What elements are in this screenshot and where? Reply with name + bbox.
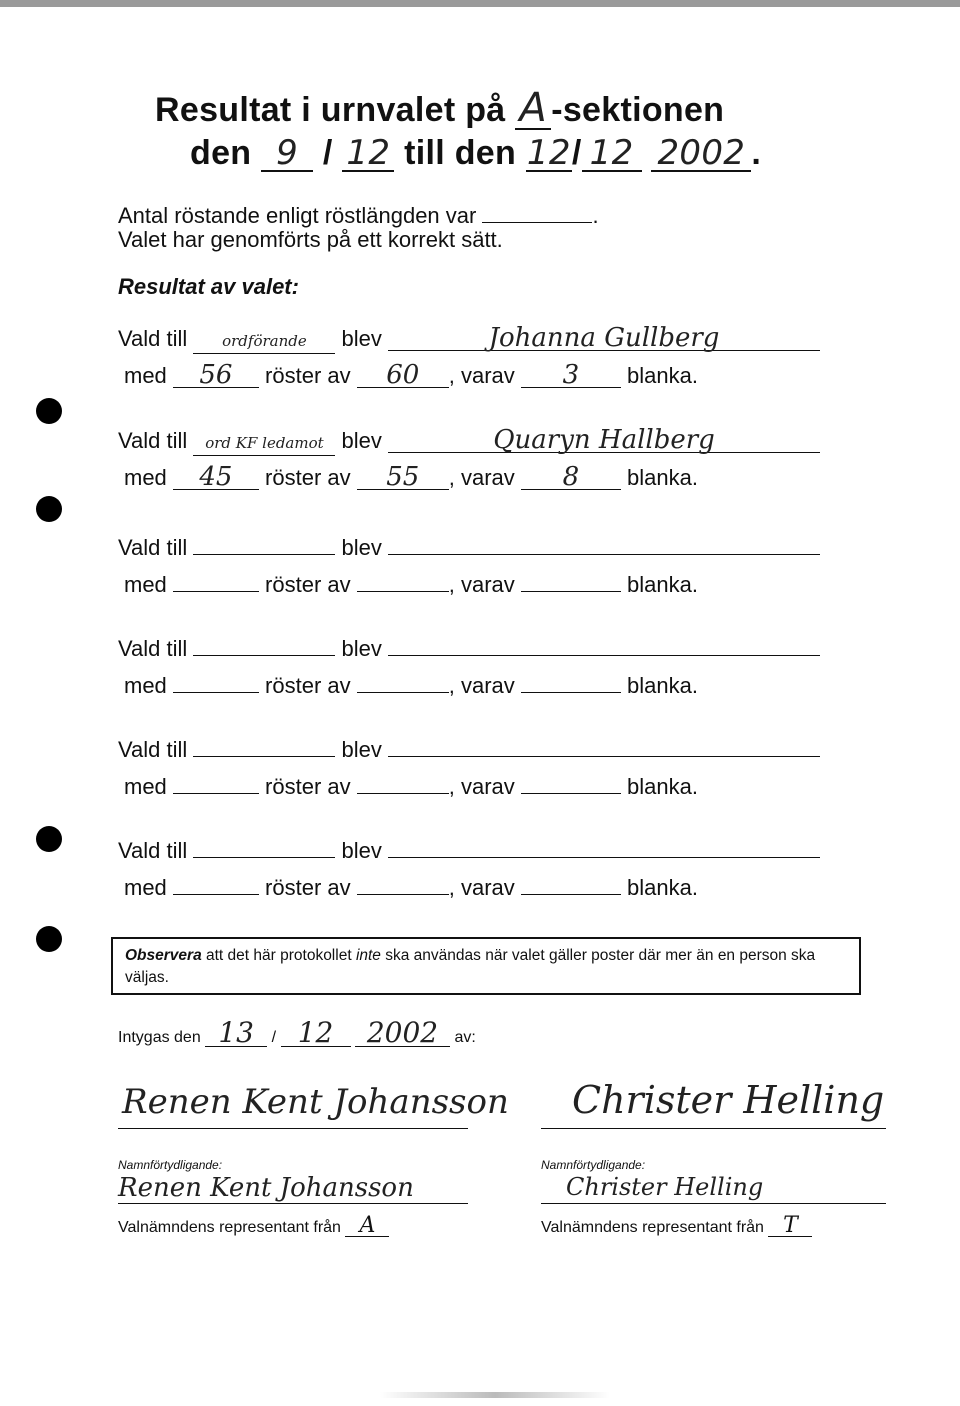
roster-av-label: röster av [265, 673, 351, 698]
varav-label: , varav [448, 363, 515, 388]
varav-label: , varav [448, 673, 515, 698]
right-signature-line [541, 1128, 886, 1129]
cert-month-field: 12 [281, 1020, 351, 1047]
form-date-range: den 9 / 12 till den 12/ 12 2002 . [190, 133, 762, 173]
blanka-label: blanka. [627, 673, 698, 698]
blanka-label: blanka. [627, 875, 698, 900]
right-name-line [541, 1203, 886, 1204]
position-field [193, 833, 335, 858]
position-field: ordförande [193, 329, 335, 354]
result-votes-line [124, 870, 698, 901]
med-label: med [124, 572, 167, 597]
votes-field: 45 [173, 465, 259, 490]
result-votes-line [124, 668, 698, 699]
med-label: med [124, 875, 167, 900]
title-suffix: -sektionen [551, 91, 725, 129]
result-elected-line [118, 833, 820, 864]
rep-label: Valnämndens representant från [118, 1219, 341, 1236]
observera-notice [111, 937, 861, 995]
left-representative-line [118, 1213, 389, 1238]
left-signature: Renen Kent Johansson [122, 1082, 509, 1122]
total-field [357, 668, 449, 693]
roster-av-label: röster av [265, 363, 351, 388]
blev-label: blev [341, 326, 382, 351]
punch-hole [36, 398, 62, 424]
med-label: med [124, 363, 167, 388]
name-clarification-label: Namnförtydligande: [118, 1158, 223, 1172]
varav-label: , varav [448, 465, 515, 490]
blev-label: blev [341, 636, 382, 661]
blanka-label: blanka. [627, 572, 698, 597]
voter-count-label: Antal röstande enligt röstlängden var [118, 203, 477, 228]
punch-hole [36, 496, 62, 522]
total-field [357, 870, 449, 895]
blank-count-field: 3 [521, 363, 621, 388]
name-clarification-label: Namnförtydligande: [541, 1158, 646, 1172]
punch-hole [36, 926, 62, 952]
blank-count-field: 8 [521, 465, 621, 490]
position-field [193, 631, 335, 656]
observera-label: Observera [125, 947, 202, 964]
result-votes-line [124, 567, 698, 598]
result-votes-line [124, 769, 698, 800]
cert-day-field: 13 [205, 1020, 267, 1047]
day-from-field: 9 [261, 136, 313, 172]
den-label: den [190, 134, 252, 172]
elected-name-field [388, 530, 820, 555]
elected-name-field [388, 833, 820, 858]
varav-label: , varav [448, 572, 515, 597]
votes-field [173, 870, 259, 895]
date-separator: / [322, 134, 333, 172]
roster-av-label: röster av [265, 572, 351, 597]
vald-till-label: Vald till [118, 838, 188, 863]
blank-count-field [521, 668, 621, 693]
blev-label: blev [341, 428, 382, 453]
med-label: med [124, 673, 167, 698]
date-separator: / [571, 134, 582, 172]
blank-count-field [521, 769, 621, 794]
elected-name-field [388, 732, 820, 757]
day-to-field: 12 [526, 133, 571, 173]
left-printed-name: Renen Kent Johansson [118, 1173, 414, 1203]
left-name-line [118, 1203, 468, 1204]
result-votes-line [124, 462, 698, 492]
period: . [592, 203, 599, 228]
blev-label: blev [341, 838, 382, 863]
scan-artifact [380, 1392, 610, 1398]
result-elected-line [118, 732, 820, 763]
blanka-label: blanka. [627, 774, 698, 799]
roster-av-label: röster av [265, 774, 351, 799]
blanka-label: blanka. [627, 465, 698, 490]
month-to-field: 12 [582, 136, 642, 172]
elected-name-field: Quaryn Hallberg [388, 428, 820, 453]
varav-label: , varav [448, 875, 515, 900]
position-field [193, 732, 335, 757]
roster-av-label: röster av [265, 875, 351, 900]
votes-field: 56 [173, 363, 259, 388]
vald-till-label: Vald till [118, 636, 188, 661]
roster-av-label: röster av [265, 465, 351, 490]
blanka-label: blanka. [627, 363, 698, 388]
elected-name-field [388, 631, 820, 656]
votes-field [173, 769, 259, 794]
votes-field [173, 668, 259, 693]
notice-text: ska användas när valet gäller poster där mer än en person ska väljas. [125, 947, 816, 986]
vald-till-label: Vald till [118, 535, 188, 560]
total-field: 60 [357, 363, 449, 388]
vald-till-label: Vald till [118, 737, 188, 762]
voter-count-line [118, 198, 599, 229]
certification-line [118, 1016, 476, 1049]
blank-count-field [521, 870, 621, 895]
elected-name-field: Johanna Gullberg [388, 326, 820, 351]
punch-hole [36, 826, 62, 852]
cert-year-field: 2002 [355, 1020, 450, 1047]
vald-till-label: Vald till [118, 428, 188, 453]
section-letter-field: A [515, 88, 551, 130]
intygas-label: Intygas den [118, 1029, 201, 1046]
med-label: med [124, 774, 167, 799]
result-elected-line [118, 530, 820, 561]
vald-till-label: Vald till [118, 326, 188, 351]
total-field [357, 769, 449, 794]
total-field: 55 [357, 465, 449, 490]
total-field [357, 567, 449, 592]
voter-count-field [482, 198, 592, 223]
varav-label: , varav [448, 774, 515, 799]
correct-statement: Valet har genomförts på ett korrekt sätt. [118, 227, 503, 252]
result-votes-line [124, 360, 698, 390]
blank-count-field [521, 567, 621, 592]
left-rep-section-field: A [345, 1216, 389, 1237]
date-separator: / [271, 1029, 277, 1046]
year-field: 2002 [651, 136, 751, 172]
av-label: av: [454, 1029, 476, 1046]
results-heading: Resultat av valet: [118, 274, 299, 299]
right-printed-name: Christer Helling [566, 1173, 764, 1201]
month-from-field: 12 [342, 136, 394, 172]
position-field: ord KF ledamot [193, 431, 335, 456]
title-prefix: Resultat i urnvalet på [155, 91, 506, 129]
form-title [155, 85, 725, 131]
med-label: med [124, 465, 167, 490]
right-rep-section-field: T [768, 1216, 812, 1237]
position-field [193, 530, 335, 555]
right-representative-line [541, 1213, 812, 1238]
blev-label: blev [341, 737, 382, 762]
right-signature: Christer Helling [572, 1078, 885, 1122]
scan-top-edge [0, 0, 960, 7]
left-signature-line [118, 1128, 468, 1129]
rep-label: Valnämndens representant från [541, 1219, 764, 1236]
blev-label: blev [341, 535, 382, 560]
notice-emphasis: inte [355, 947, 381, 964]
result-elected-line [118, 323, 820, 354]
notice-text: att det här protokollet [201, 947, 356, 964]
result-elected-line [118, 425, 820, 456]
result-elected-line [118, 631, 820, 662]
till-den-label: till den [404, 134, 517, 172]
votes-field [173, 567, 259, 592]
